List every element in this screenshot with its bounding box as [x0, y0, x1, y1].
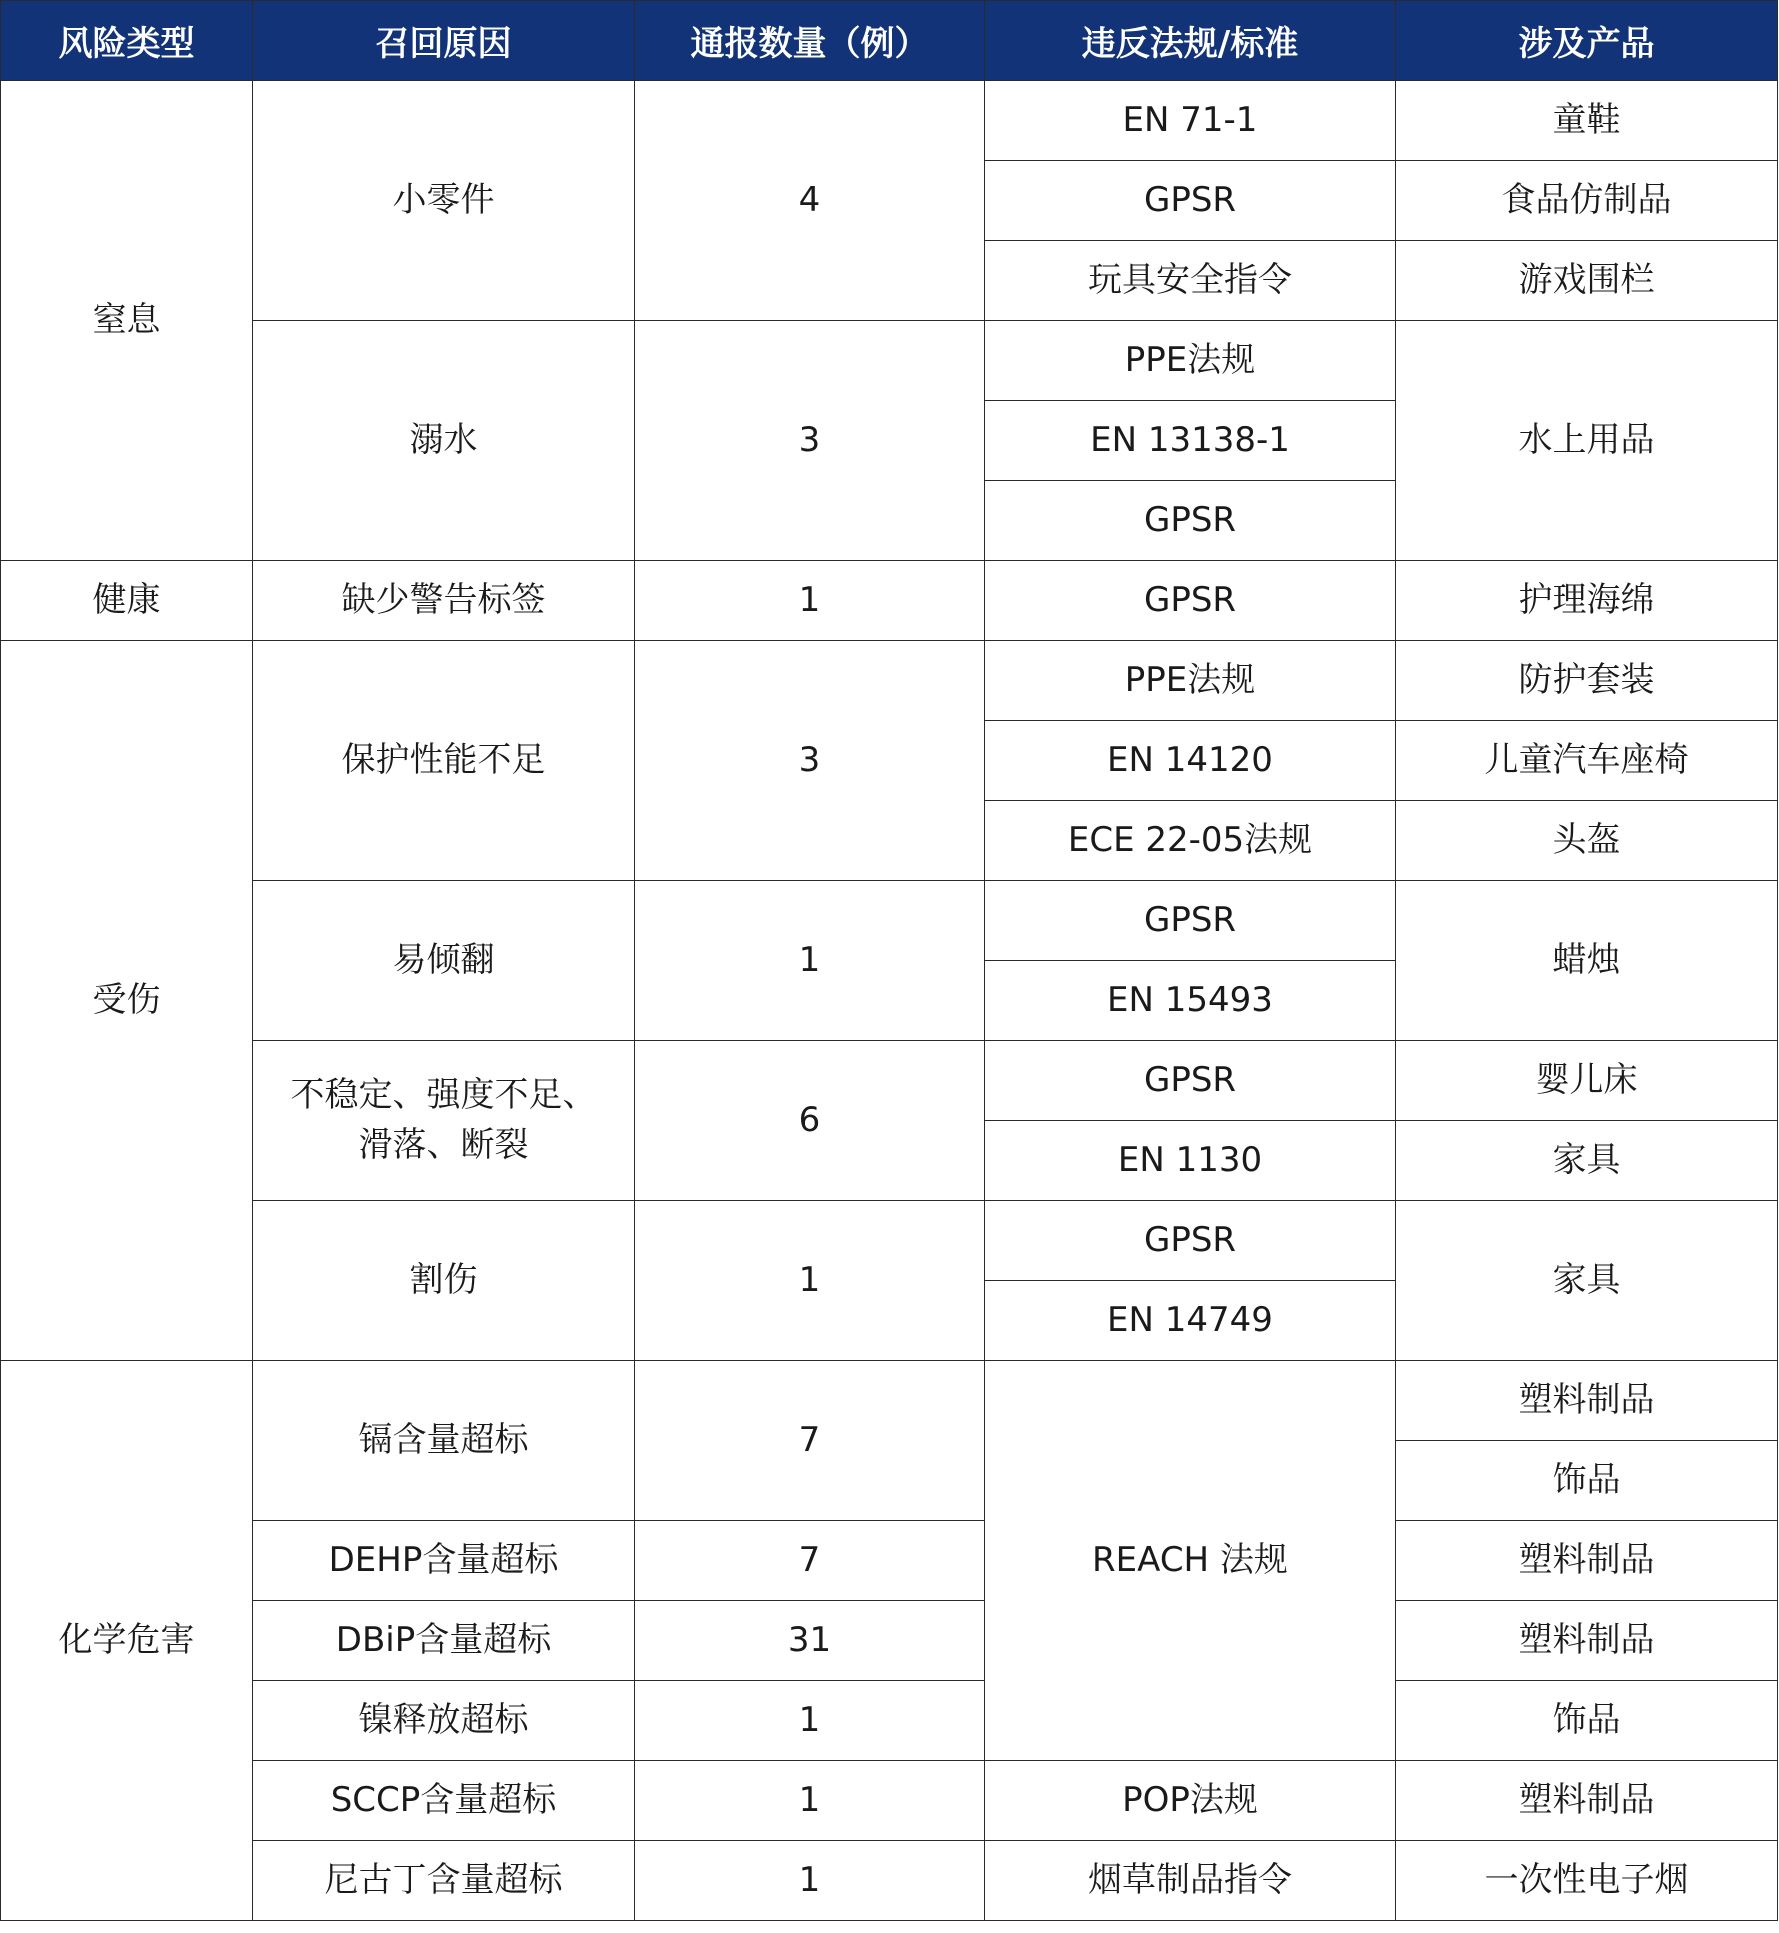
regulation-cell: POP法规 [985, 1761, 1396, 1841]
product-cell: 塑料制品 [1396, 1361, 1778, 1441]
reason-cell [253, 1041, 635, 1201]
header-row [1, 1, 1778, 81]
count-cell: 1 [635, 1761, 985, 1841]
reason-cell: 小零件 [253, 81, 635, 321]
table-row [1, 1521, 1778, 1601]
reason-cell: DBiP含量超标 [253, 1601, 635, 1681]
regulation-cell: EN 15493 [985, 961, 1396, 1041]
reason-cell: 割伤 [253, 1201, 635, 1361]
table-row [1, 1841, 1778, 1921]
table-row [1, 1761, 1778, 1841]
count-cell: 31 [635, 1601, 985, 1681]
regulation-cell: EN 14120 [985, 721, 1396, 801]
count-cell: 6 [635, 1041, 985, 1201]
reason-cell: 溺水 [253, 321, 635, 561]
product-cell: 塑料制品 [1396, 1761, 1778, 1841]
regulation-cell: 玩具安全指令 [985, 241, 1396, 321]
count-cell: 3 [635, 321, 985, 561]
reason-cell: DEHP含量超标 [253, 1521, 635, 1601]
table-row [1, 1041, 1778, 1121]
reason-line: 滑落、断裂 [358, 1124, 529, 1165]
regulation-cell: EN 1130 [985, 1121, 1396, 1201]
risk-type-cell: 受伤 [1, 641, 253, 1361]
count-cell: 1 [635, 1681, 985, 1761]
product-cell: 防护套装 [1396, 641, 1778, 721]
product-cell: 家具 [1396, 1201, 1778, 1361]
risk-type-cell: 窒息 [1, 81, 253, 561]
regulation-cell: REACH 法规 [985, 1361, 1396, 1761]
reason-cell: 保护性能不足 [253, 641, 635, 881]
product-cell: 食品仿制品 [1396, 161, 1778, 241]
product-cell: 蜡烛 [1396, 881, 1778, 1041]
product-cell: 游戏围栏 [1396, 241, 1778, 321]
table-row [1, 1681, 1778, 1761]
regulation-cell: EN 71-1 [985, 81, 1396, 161]
count-cell: 1 [635, 1841, 985, 1921]
product-cell: 护理海绵 [1396, 561, 1778, 641]
product-cell: 水上用品 [1396, 321, 1778, 561]
header-recall-reason: 召回原因 [253, 1, 635, 81]
table-row [1, 321, 1778, 401]
regulation-cell: PPE法规 [985, 321, 1396, 401]
regulation-cell: GPSR [985, 481, 1396, 561]
product-cell: 婴儿床 [1396, 1041, 1778, 1121]
regulation-cell: EN 13138-1 [985, 401, 1396, 481]
reason-cell: 易倾翻 [253, 881, 635, 1041]
table-row [1, 81, 1778, 161]
regulation-cell: 烟草制品指令 [985, 1841, 1396, 1921]
regulation-cell: ECE 22-05法规 [985, 801, 1396, 881]
reason-line: 不稳定、强度不足、 [290, 1075, 597, 1116]
product-cell: 一次性电子烟 [1396, 1841, 1778, 1921]
regulation-cell: GPSR [985, 561, 1396, 641]
product-cell: 童鞋 [1396, 81, 1778, 161]
count-cell: 1 [635, 561, 985, 641]
product-cell: 饰品 [1396, 1441, 1778, 1521]
table-row [1, 561, 1778, 641]
regulation-cell: GPSR [985, 161, 1396, 241]
count-cell: 7 [635, 1521, 985, 1601]
product-cell: 儿童汽车座椅 [1396, 721, 1778, 801]
table-row [1, 1601, 1778, 1681]
table-row [1, 641, 1778, 721]
regulation-cell: GPSR [985, 1041, 1396, 1121]
regulation-cell: GPSR [985, 1201, 1396, 1281]
regulation-cell: GPSR [985, 881, 1396, 961]
header-report-count: 通报数量（例） [635, 1, 985, 81]
header-product: 涉及产品 [1396, 1, 1778, 81]
product-cell: 饰品 [1396, 1681, 1778, 1761]
header-risk-type: 风险类型 [1, 1, 253, 81]
regulation-cell: PPE法规 [985, 641, 1396, 721]
product-cell: 家具 [1396, 1121, 1778, 1201]
reason-cell: 镍释放超标 [253, 1681, 635, 1761]
regulation-cell: EN 14749 [985, 1281, 1396, 1361]
reason-cell: 缺少警告标签 [253, 561, 635, 641]
count-cell: 4 [635, 81, 985, 321]
header-regulation: 违反法规/标准 [985, 1, 1396, 81]
table-row [1, 1361, 1778, 1441]
count-cell: 7 [635, 1361, 985, 1521]
count-cell: 1 [635, 1201, 985, 1361]
product-cell: 头盔 [1396, 801, 1778, 881]
reason-cell: 镉含量超标 [253, 1361, 635, 1521]
count-cell: 1 [635, 881, 985, 1041]
count-cell: 3 [635, 641, 985, 881]
product-cell: 塑料制品 [1396, 1521, 1778, 1601]
table-row [1, 1201, 1778, 1281]
reason-cell: 尼古丁含量超标 [253, 1841, 635, 1921]
product-cell: 塑料制品 [1396, 1601, 1778, 1681]
risk-type-cell: 健康 [1, 561, 253, 641]
risk-type-cell: 化学危害 [1, 1361, 253, 1921]
table-row [1, 881, 1778, 961]
reason-cell: SCCP含量超标 [253, 1761, 635, 1841]
